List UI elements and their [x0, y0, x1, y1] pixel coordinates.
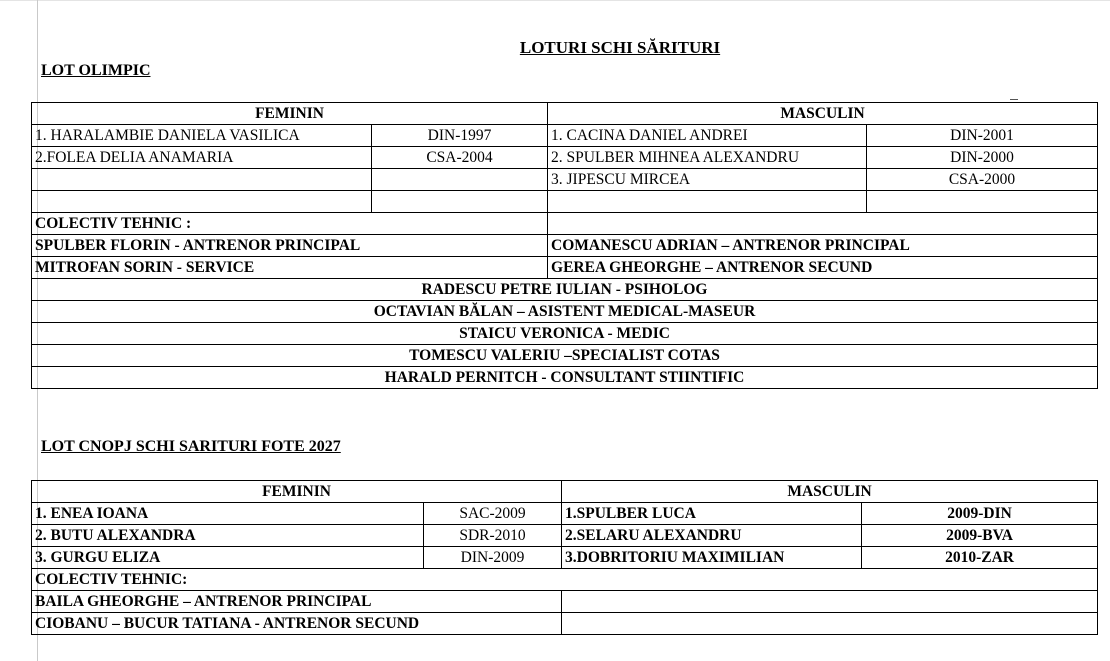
feminin-header: FEMININ [32, 103, 548, 125]
table-row [32, 613, 1098, 635]
page-top-edge [0, 0, 1110, 1]
staff-member: TOMESCU VALERIU –SPECIALIST COTAS [32, 345, 1098, 367]
masculin-club: 2009-DIN [862, 503, 1098, 525]
staff-member: SPULBER FLORIN - ANTRENOR PRINCIPAL [32, 235, 548, 257]
feminin-athlete: 1. ENEA IOANA [32, 503, 424, 525]
colectiv-tehnic-label: COLECTIV TEHNIC : [32, 213, 548, 235]
masculin-athlete: 2. SPULBER MIHNEA ALEXANDRU [548, 147, 867, 169]
masculin-athlete [548, 191, 867, 213]
table-row [32, 367, 1098, 389]
masculin-club: DIN-2001 [867, 125, 1098, 147]
feminin-athlete: 1. HARALAMBIE DANIELA VASILICA [32, 125, 372, 147]
feminin-club: DIN-1997 [372, 125, 548, 147]
table-row [32, 125, 1098, 147]
masculin-header: MASCULIN [562, 481, 1098, 503]
staff-member: OCTAVIAN BĂLAN – ASISTENT MEDICAL-MASEUR [32, 301, 1098, 323]
table-row [32, 191, 1098, 213]
margin-mark [1010, 99, 1018, 100]
table-row [32, 169, 1098, 191]
colectiv-tehnic-label: COLECTIV TEHNIC: [32, 569, 1098, 591]
feminin-athlete: 2. BUTU ALEXANDRA [32, 525, 424, 547]
staff-member: HARALD PERNITCH - CONSULTANT STIINTIFIC [32, 367, 1098, 389]
staff-member: RADESCU PETRE IULIAN - PSIHOLOG [32, 279, 1098, 301]
staff-member: COMANESCU ADRIAN – ANTRENOR PRINCIPAL [548, 235, 1098, 257]
staff-member: MITROFAN SORIN - SERVICE [32, 257, 548, 279]
table-row [32, 257, 1098, 279]
staff-member: STAICU VERONICA - MEDIC [32, 323, 1098, 345]
table-row [32, 279, 1098, 301]
empty-cell [562, 591, 1098, 613]
table-row [32, 301, 1098, 323]
staff-member: CIOBANU – BUCUR TATIANA - ANTRENOR SECUND [32, 613, 562, 635]
feminin-club: SAC-2009 [424, 503, 562, 525]
table-row [32, 323, 1098, 345]
masculin-athlete: 1.SPULBER LUCA [562, 503, 862, 525]
feminin-athlete: 3. GURGU ELIZA [32, 547, 424, 569]
empty-cell [548, 213, 1098, 235]
lot-cnopj-heading: LOT CNOPJ SCHI SARITURI FOTE 2027 [41, 438, 341, 455]
feminin-club [372, 191, 548, 213]
masculin-athlete: 2.SELARU ALEXANDRU [562, 525, 862, 547]
masculin-club: CSA-2000 [867, 169, 1098, 191]
lot-olimpic-heading: LOT OLIMPIC [41, 62, 151, 79]
feminin-club: CSA-2004 [372, 147, 548, 169]
masculin-club: 2009-BVA [862, 525, 1098, 547]
feminin-club: DIN-2009 [424, 547, 562, 569]
masculin-club: 2010-ZAR [862, 547, 1098, 569]
feminin-club: SDR-2010 [424, 525, 562, 547]
masculin-club [867, 191, 1098, 213]
table-header-row [32, 481, 1098, 503]
table-row [32, 147, 1098, 169]
document-title: LOTURI SCHI SĂRITURI [519, 38, 721, 57]
table-row [32, 235, 1098, 257]
masculin-club: DIN-2000 [867, 147, 1098, 169]
feminin-club [372, 169, 548, 191]
staff-member: BAILA GHEORGHE – ANTRENOR PRINCIPAL [32, 591, 562, 613]
empty-cell [562, 613, 1098, 635]
masculin-header: MASCULIN [548, 103, 1098, 125]
feminin-athlete [32, 169, 372, 191]
table-row [32, 345, 1098, 367]
feminin-athlete [32, 191, 372, 213]
lot-olimpic-table [31, 102, 1098, 389]
table-row [32, 213, 1098, 235]
lot-cnopj-table [31, 480, 1098, 635]
staff-member: GEREA GHEORGHE – ANTRENOR SECUND [548, 257, 1098, 279]
table-header-row [32, 103, 1098, 125]
table-row [32, 525, 1098, 547]
masculin-athlete: 1. CACINA DANIEL ANDREI [548, 125, 867, 147]
table-row [32, 591, 1098, 613]
feminin-header: FEMININ [32, 481, 562, 503]
masculin-athlete: 3. JIPESCU MIRCEA [548, 169, 867, 191]
masculin-athlete: 3.DOBRITORIU MAXIMILIAN [562, 547, 862, 569]
table-row [32, 503, 1098, 525]
table-row [32, 547, 1098, 569]
feminin-athlete: 2.FOLEA DELIA ANAMARIA [32, 147, 372, 169]
table-row [32, 569, 1098, 591]
